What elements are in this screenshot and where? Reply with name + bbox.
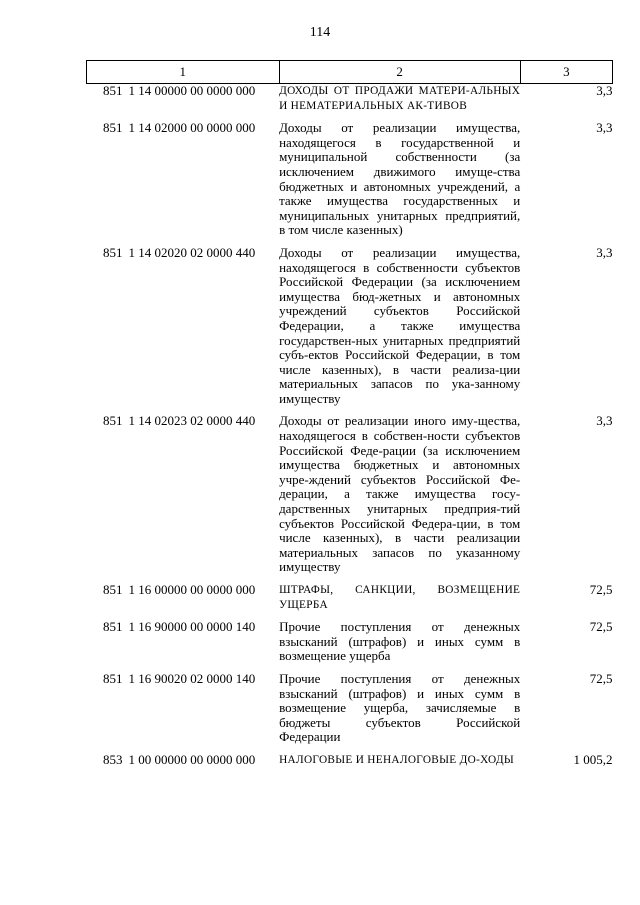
- table-row: [87, 620, 613, 672]
- kbk-cell: [87, 620, 280, 672]
- column-header-2: 2: [279, 61, 520, 84]
- table-body: [87, 84, 613, 776]
- table-row: [87, 121, 613, 246]
- agency-code: 851: [103, 244, 123, 260]
- classification-code: 1 00 00000 00 0000 000: [128, 751, 256, 767]
- amount-cell: 3,3: [596, 83, 613, 98]
- classification-code: 1 14 02020 02 0000 440: [128, 244, 256, 260]
- description-cell: Доходы от реализации имущества, находящегося в государственной и муниципальной собственности (за исключением движимого имуще-ства бюджетных и автономных учреждений, а также имущества государственных и муниципальных унитарных предприятий, в том числе казенных): [279, 120, 521, 238]
- amount-cell: 72,5: [589, 582, 613, 597]
- agency-code: 851: [103, 582, 123, 597]
- table-row: [87, 583, 613, 620]
- amount-cell: 1 005,2: [573, 751, 613, 767]
- agency-code: 851: [103, 670, 123, 686]
- column-header-1: 1: [87, 61, 280, 84]
- agency-code: 851: [103, 413, 123, 429]
- classification-code: 1 16 00000 00 0000 000: [128, 582, 256, 597]
- kbk-cell: [87, 414, 280, 583]
- table-row: [87, 414, 613, 583]
- kbk-cell: [87, 121, 280, 246]
- description-cell: ШТРАФЫ, САНКЦИИ, ВОЗМЕЩЕНИЕ УЩЕРБА: [279, 584, 521, 611]
- classification-code: 1 14 02000 00 0000 000: [128, 120, 256, 136]
- amount-cell: 72,5: [589, 619, 613, 635]
- budget-revenue-table: [86, 60, 613, 776]
- kbk-cell: [87, 672, 280, 753]
- page-number: 114: [309, 25, 331, 40]
- description-cell: ДОХОДЫ ОТ ПРОДАЖИ МАТЕРИ-АЛЬНЫХ И НЕМАТЕРИАЛЬНЫХ АК-ТИВОВ: [279, 85, 521, 112]
- description-cell: Прочие поступления от денежных взысканий (штрафов) и иных сумм в возмещение ущерба, зачисляемые в бюджеты субъектов Российской Федерации: [279, 670, 521, 745]
- kbk-cell: [87, 246, 280, 415]
- classification-code: 1 14 00000 00 0000 000: [128, 83, 256, 98]
- description-cell: Прочие поступления от денежных взысканий (штрафов) и иных сумм в возмещение ущерба: [279, 619, 521, 664]
- table-row: [87, 753, 613, 776]
- table-header-row: [87, 61, 613, 84]
- agency-code: 851: [103, 83, 123, 98]
- table-row: [87, 672, 613, 753]
- kbk-cell: [87, 753, 280, 776]
- table-row: [87, 84, 613, 122]
- agency-code: 851: [103, 619, 123, 635]
- amount-cell: 3,3: [596, 244, 613, 260]
- description-cell: Доходы от реализации иного иму-щества, находящегося в собствен-ности субъектов Российской Феде-рации (за исключением имущества бюджетных и автономных учре-ждений субъектов Российской Фе-дерации, а также имущества госу-дарственных унитарных предприя-тий субъектов Российской Федера-ции, в том числе казенных), в части реализации материальных запасов по указанному имуществу: [279, 413, 521, 575]
- table-row: [87, 246, 613, 415]
- amount-cell: 72,5: [589, 670, 613, 686]
- classification-code: 1 16 90000 00 0000 140: [128, 619, 256, 635]
- amount-cell: 3,3: [596, 120, 613, 136]
- agency-code: 853: [103, 751, 123, 767]
- classification-code: 1 14 02023 02 0000 440: [128, 413, 256, 429]
- description-cell: Доходы от реализации имущества, находящегося в собственности субъектов Российской Федерации (за исключением имущества бюд-жетных и автономных учреждений субъектов Российской Федерации, а также имущества государствен-ных унитарных предприятий субъ-ектов Российской Федерации, в том числе казенных), в части реализа-ции материальных запасов по ука-занному имуществу: [279, 244, 521, 406]
- kbk-cell: [87, 84, 280, 122]
- kbk-cell: [87, 583, 280, 620]
- agency-code: 851: [103, 120, 123, 136]
- column-header-3: 3: [520, 61, 612, 84]
- amount-cell: 3,3: [596, 413, 613, 429]
- description-cell: НАЛОГОВЫЕ И НЕНАЛОГОВЫЕ ДО-ХОДЫ: [279, 753, 515, 766]
- classification-code: 1 16 90020 02 0000 140: [128, 670, 256, 686]
